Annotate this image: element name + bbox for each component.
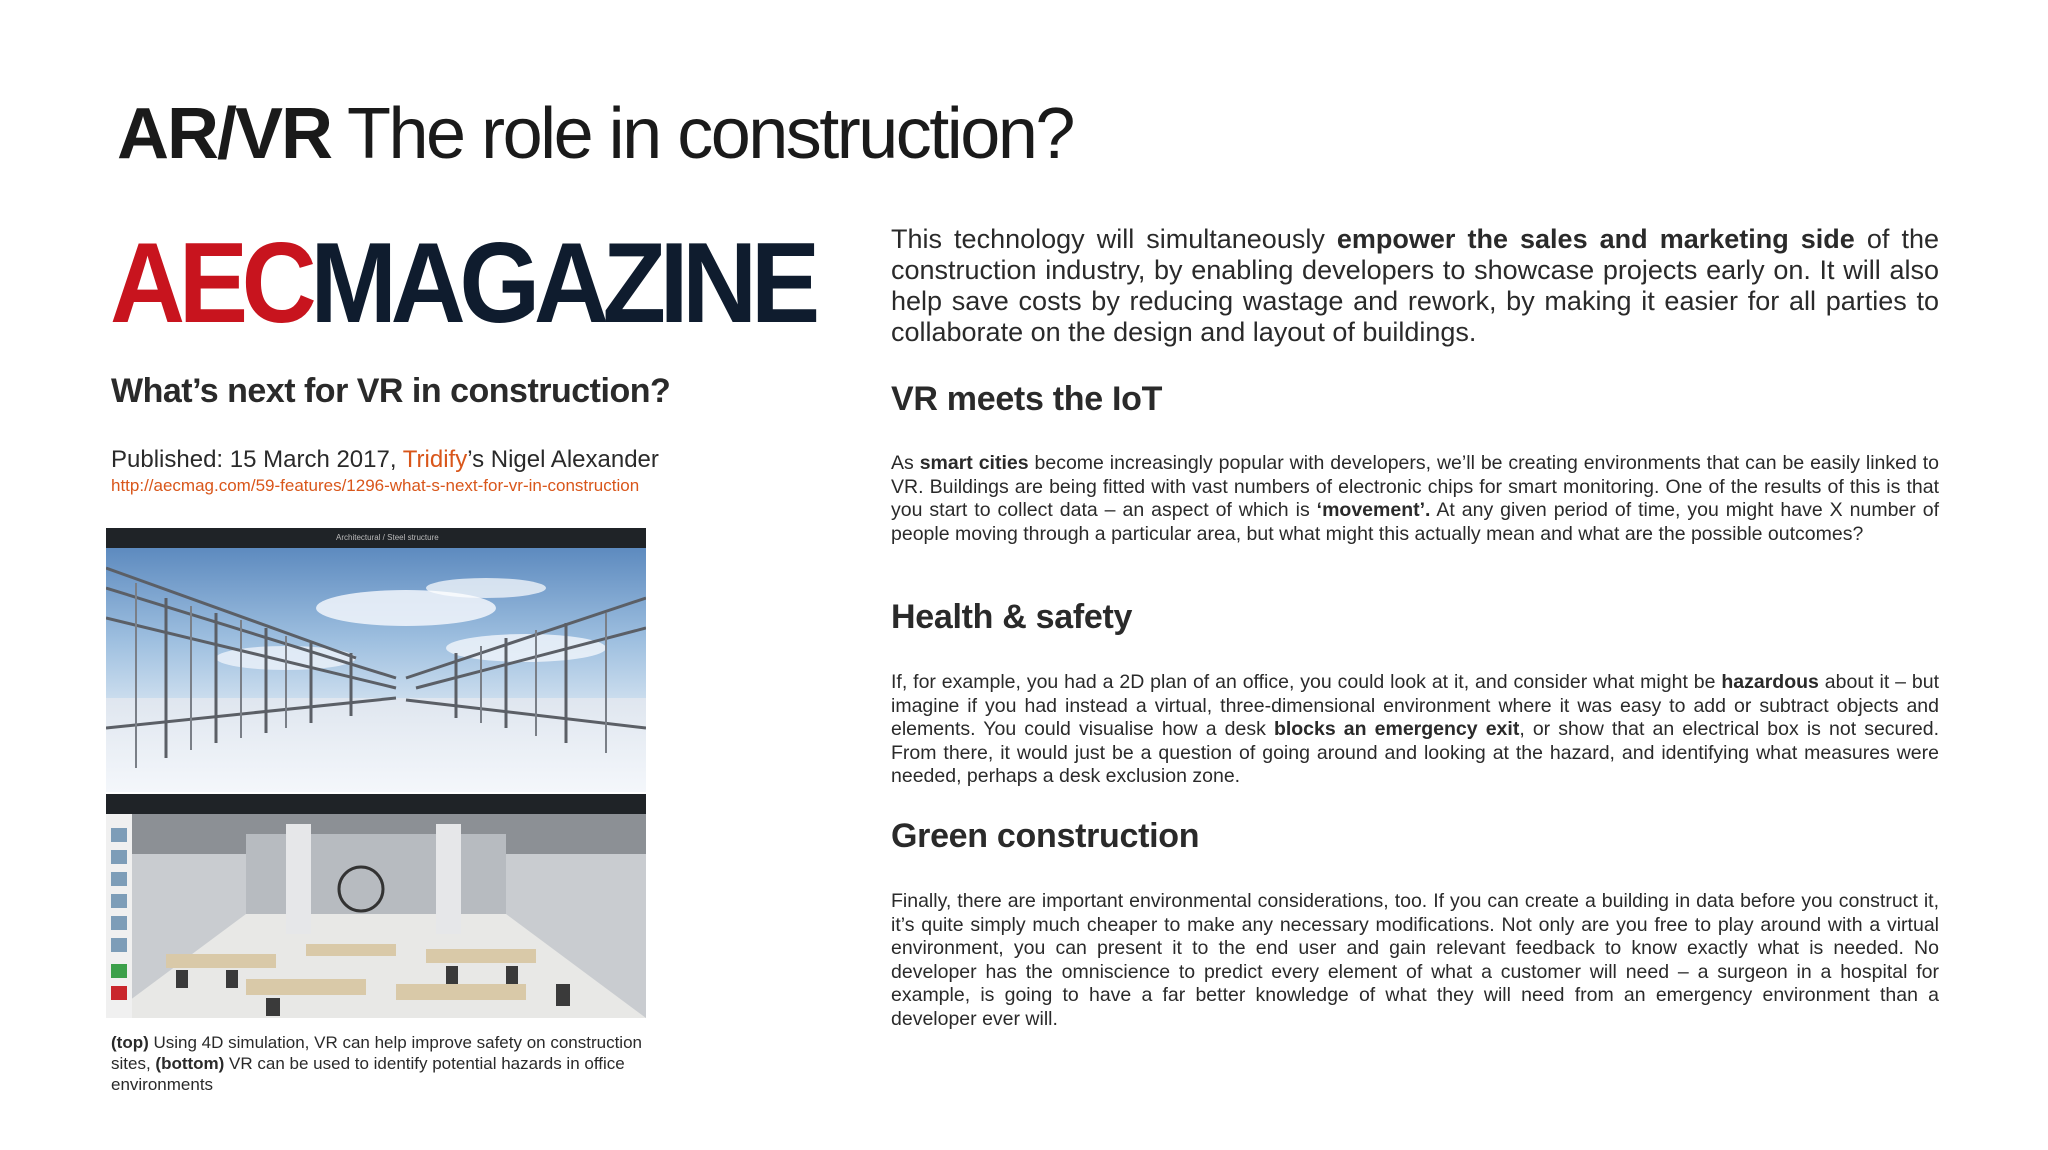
logo-aec: AEC [110, 217, 311, 347]
published-prefix: Published: 15 March 2017, [111, 446, 403, 473]
section-paragraph-iot [891, 452, 1939, 546]
page-title [117, 94, 1073, 174]
health-bold-1: hazardous [1721, 671, 1819, 693]
figure-caption [111, 1032, 671, 1095]
caption-top-label: (top) [111, 1033, 149, 1052]
section-paragraph-green: Finally, there are important environmental considerations, too. If you can create a building in data before you construct it, it’s quite simply much cheaper to make any necessary modifications. Not only are you free to play around with a virtual environment, you can present it to the end user and gain relevant feedback to know exactly what is needed. No developer has the omniscience to predict every element of what a customer will need – a surgeon in a hospital for example, is going to have a far better knowledge of what they will need from an emergency environment than a developer ever will. [891, 890, 1939, 1030]
health-text-1: If, for example, you had a 2D plan of an office, you could look at it, and consider what might be [891, 671, 1722, 693]
health-text-3: , or show that an electrical box is not secured. From there, it would just be a question of going around and looking at the hazard, and identifying what measures were needed, perhaps a desk exclusion zone. [891, 718, 1939, 788]
iot-bold-1: smart cities [919, 452, 1029, 474]
title-light: The role in construction? [347, 94, 1073, 174]
section-heading-health: Health & safety [891, 598, 1133, 636]
health-text-2: about it – but imagine if you had instead a virtual, three-dimensional environment where it was easy to add or subtract objects and elements. You could visualise how a desk [891, 671, 1939, 741]
iot-text-1: As [891, 452, 920, 474]
published-suffix: ’s Nigel Alexander [467, 446, 659, 473]
iot-text-2: become increasingly popular with developers, we’ll be creating environments that can be easily linked to VR. Buildings are being fitted with vast numbers of electronic chips for smart monitoring. One of the results of this is that you start to collect data – an aspect of which is [891, 452, 1939, 522]
office-interior-illustration [106, 794, 646, 1018]
logo-magazine: MAGAZINE [310, 217, 814, 347]
vr-screenshots-figure [106, 528, 646, 1018]
intro-paragraph [891, 224, 1939, 348]
published-line [111, 446, 659, 474]
article-url[interactable]: http://aecmag.com/59-features/1296-what-s-next-for-vr-in-construction [111, 476, 640, 495]
section-heading-green: Green construction [891, 817, 1200, 855]
section-heading-iot: VR meets the IoT [891, 380, 1163, 418]
steel-structure-image [106, 528, 646, 792]
steel-structure-illustration [106, 528, 646, 792]
caption-bottom-label: (bottom) [155, 1054, 225, 1073]
top-viewer-toolbar [106, 528, 646, 548]
aec-magazine-logo [110, 217, 814, 347]
iot-bold-2: ‘movement’. [1316, 499, 1431, 522]
iot-text-3: At any given period of time, you might have X number of people moving through a particular area, but what might this actually mean and what are the possible outcomes? [891, 499, 1939, 545]
caption-text-1: Using 4D simulation, VR can help improve safety on construction sites, [111, 1033, 642, 1073]
title-bold: AR/VR [117, 94, 332, 174]
office-interior-image [106, 794, 646, 1018]
published-brand: Tridify [402, 446, 468, 473]
section-paragraph-health [891, 671, 1939, 789]
intro-bold-1: empower the sales and marketing side [1336, 224, 1855, 254]
caption-text-2: VR can be used to identify potential hazards in office environments [111, 1054, 625, 1094]
article-heading: What’s next for VR in construction? [111, 372, 671, 410]
bottom-viewer-toolbar [106, 794, 646, 814]
intro-text-1: This technology will simultaneously [891, 224, 1337, 254]
intro-text-2: of the construction industry, by enabling developers to showcase projects early on. It will also help save costs by reducing wastage and rework, by making it easier for all parties to collaborate on the design and layout of buildings. [891, 224, 1939, 347]
top-toolbar-label: Architectural / Steel structure [336, 533, 439, 542]
health-bold-2: blocks an emergency exit [1273, 718, 1520, 741]
